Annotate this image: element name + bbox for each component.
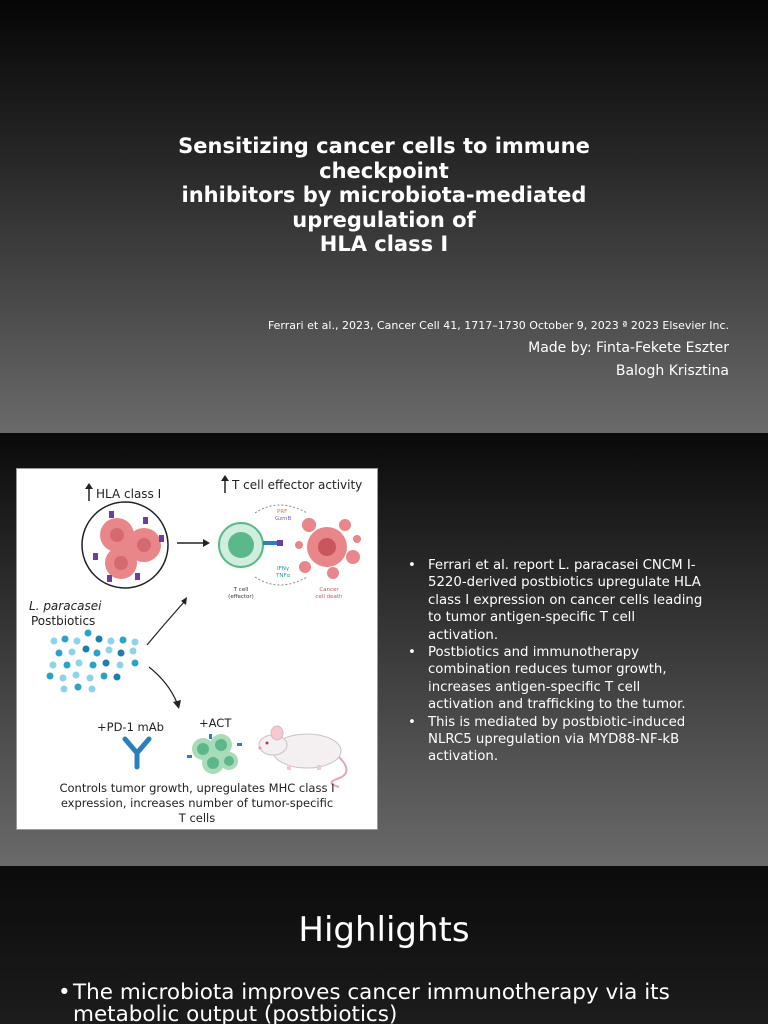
graphical-abstract (16, 468, 378, 830)
cell-death-label: cell death (315, 594, 343, 600)
pd1-label: +PD-1 mAb (97, 720, 164, 734)
bullet-item: • Postbiotics and immunotherapy combination reduces tumor growth, increases antigen-specific T cell activation and trafficking to the tumor. (408, 644, 708, 714)
caption-line: Controls tumor growth, upregulates MHC class I (59, 781, 335, 795)
slide-title (120, 134, 648, 257)
title-line: checkpoint (319, 158, 449, 183)
bullet-item: • Ferrari et al. report L. paracasei CNCM I-5220-derived postbiotics upregulate HLA class I expression on cancer cells leading to tumor antigen-specific T cell activation. (408, 557, 708, 644)
up-arrow-icon (221, 475, 229, 493)
graphical-abstract-svg (17, 469, 377, 829)
t-cell-icon (207, 511, 283, 579)
hla-label: HLA class I (96, 487, 162, 501)
highlights-title: Highlights (298, 910, 470, 950)
author-line: Balogh Krisztina (615, 363, 729, 379)
title-line: inhibitors by microbiota-mediated (181, 183, 587, 207)
citation: Ferrari et al., 2023, Cancer Cell 41, 1717–1730 October 9, 2023 ª 2023 Elsevier Inc. (267, 319, 729, 332)
postbiotics-dots-icon (47, 630, 139, 693)
postbiotics-label: Postbiotics (31, 614, 96, 628)
title-slide (0, 0, 768, 433)
dying-cancer-cell-icon (295, 518, 361, 579)
cancer-label: Cancer (319, 587, 339, 593)
caption-line: T cells (178, 811, 216, 825)
title-line: upregulation of (292, 207, 476, 232)
tcell-label: T cell (233, 587, 249, 593)
hla-cancer-cells-icon (82, 502, 168, 588)
highlights-slide (0, 866, 768, 1024)
mouse-icon (259, 726, 347, 787)
tcell-activity-label: T cell effector activity (232, 478, 363, 492)
antibody-icon (125, 739, 149, 767)
species-label: L. paracasei (29, 599, 102, 613)
act-label: +ACT (199, 716, 232, 730)
tnfa-label: TNFα (276, 573, 291, 579)
gzmb-label: GzmB (275, 516, 292, 522)
summary-bullets (408, 557, 708, 766)
bullet-dot-icon: • (58, 980, 71, 1005)
curved-arrow-up-icon (147, 597, 187, 645)
right-arrow-icon (177, 539, 210, 547)
bullet-item: • This is mediated by postbiotic-induced NLRC5 upregulation via MYD88-NF-kB activation. (408, 714, 708, 766)
author-line: Made by: Finta-Fekete Eszter (528, 340, 729, 356)
up-arrow-icon (85, 483, 93, 501)
caption-line: expression, increases number of tumor-specific (60, 796, 334, 810)
title-line: HLA class I (319, 232, 449, 256)
title-line: Sensitizing cancer cells to immune (178, 134, 590, 158)
highlight-text: The microbiota improves cancer immunotherapy via its metabolic output (postbiotics) (73, 980, 670, 1024)
highlight-item (58, 982, 753, 1024)
ifng-label: IFNγ (277, 566, 290, 572)
prf-label: PRF (277, 509, 288, 515)
effector-label: (effector) (228, 594, 254, 600)
t-cell-cluster-icon (187, 734, 242, 774)
curved-arrow-down-icon (149, 667, 181, 709)
abstract-slide (0, 433, 768, 866)
